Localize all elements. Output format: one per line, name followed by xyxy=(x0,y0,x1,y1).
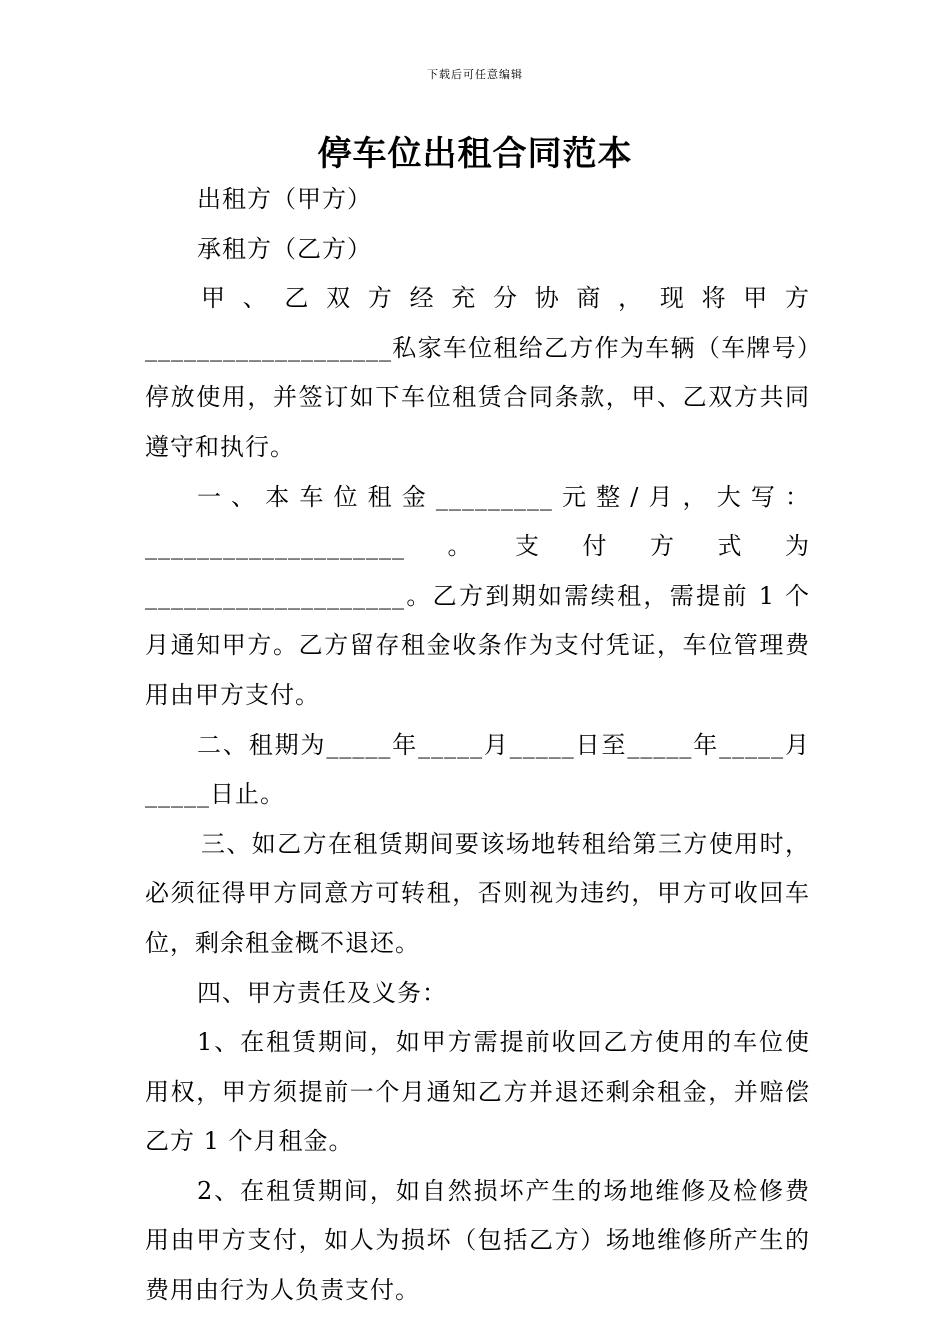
paragraph-clause-4-item-1: 1、在租赁期间，如甲方需提前收回乙方使用的车位使用权，甲方须提前一个月通知乙方并退还剩余租金，并赔偿乙方 1 个月租金。 xyxy=(145,1028,810,1156)
paragraph-clause-3: 三、如乙方在租赁期间要该场地转租给第三方使用时，必须征得甲方同意方可转租，否则视为违约，甲方可收回车位，剩余租金概不退还。 xyxy=(145,829,810,957)
contract-body xyxy=(145,175,810,1316)
paragraph-clause-4-heading: 四、甲方责任及义务： xyxy=(197,978,447,1007)
document-title: 停车位出租合同范本 xyxy=(317,134,633,174)
paragraph-intro: 甲、乙双方经充分协商，现将甲方___________________私家车位租给乙方作为车辆（车牌号）停放使用，并签订如下车位租赁合同条款，甲、乙双方共同遵守和执行。 xyxy=(145,284,810,461)
paragraph-clause-4-item-2: 2、在租赁期间，如自然损坏产生的场地维修及检修费用由甲方支付，如人为损坏（包括乙方）场地维修所产生的费用由行为人负责支付。 xyxy=(145,1176,810,1305)
paragraph-clause-1: 一、本车位租金_________元整/月，大写：____________________。支付方式为____________________。乙方到期如需续租，需提前 1 个月通知甲方。乙方留存租金收条作为支付凭证，车位管理费用由甲方支付。 xyxy=(145,482,810,709)
paragraph-lessee: 承租方（乙方） xyxy=(197,234,372,263)
header-note: 下载后可任意编辑 xyxy=(427,68,523,81)
paragraph-lessor: 出租方（甲方） xyxy=(197,185,372,213)
paragraph-clause-2: 二、租期为_____年_____月_____日至_____年_____月_____日止。 xyxy=(145,730,810,809)
